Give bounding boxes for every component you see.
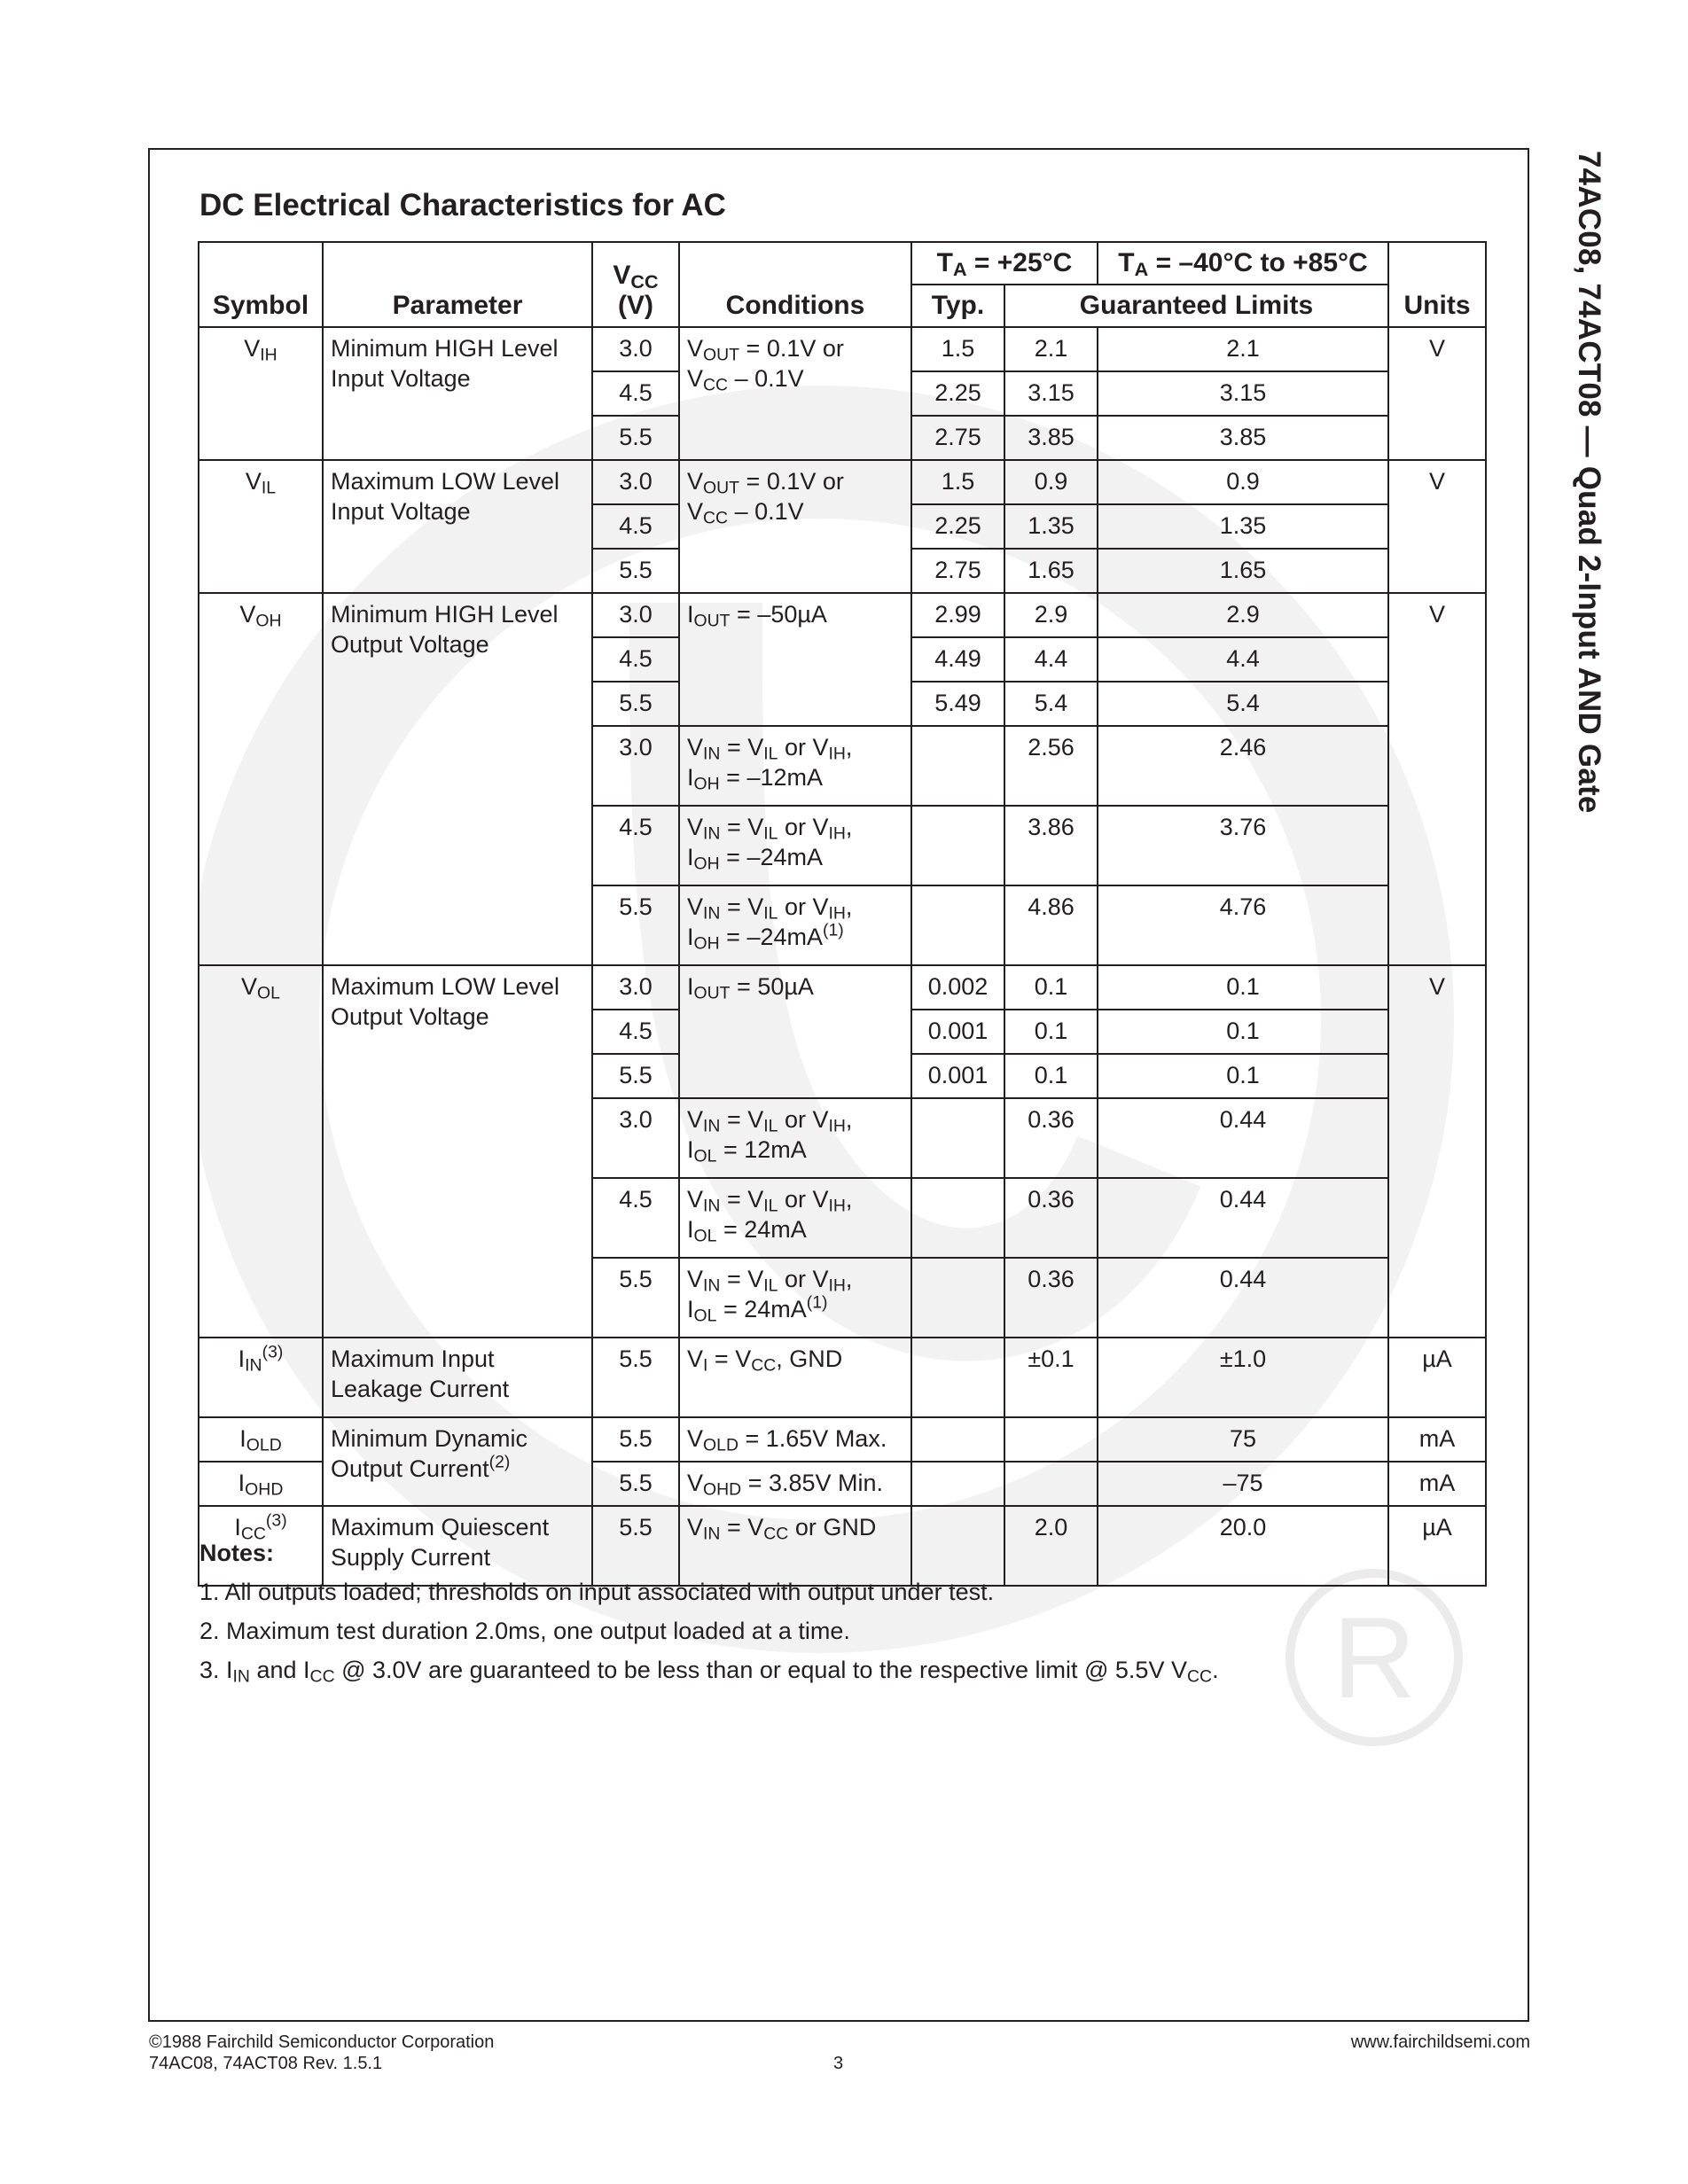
notes-title: Notes: [199, 1540, 275, 1566]
typ-cell [911, 885, 1004, 965]
conditions-vol-iout: $I_{OUT} = 50\mu A$ [679, 965, 911, 1098]
limit-25-cell: 2.1 [1004, 327, 1098, 371]
symbol-iin: $I_{IN}^{(3)}$ [199, 1338, 323, 1417]
symbol-voh: $V_{OH}$ [199, 593, 323, 965]
units-iin: µA [1388, 1338, 1486, 1417]
limit-25-cell: 4.86 [1004, 885, 1098, 965]
limit-85-cell: 3.85 [1098, 416, 1388, 460]
vcc-cell: 5.5 [592, 1258, 679, 1338]
conditions-vih: $V_{OUT} = 0.1V$ or $V_{CC} - 0.1V$ [679, 327, 911, 460]
typ-cell: 1.5 [911, 460, 1004, 504]
symbol-vil: $V_{IL}$ [199, 460, 323, 593]
limit-25-cell: 0.1 [1004, 1054, 1098, 1098]
limit-85-cell: 3.76 [1098, 806, 1388, 885]
typ-cell [911, 1098, 1004, 1178]
typ-cell: 4.49 [911, 637, 1004, 682]
note-1: 1. All outputs loaded; thresholds on input associated with output under test. [199, 1579, 995, 1605]
conditions-vol-load: $V_{IN} = V_{IL}$ or $V_{IH}$, $I_{OL} = 12mA$ [679, 1098, 911, 1178]
typ-cell: 0.001 [911, 1010, 1004, 1054]
limit-85-cell: 4.4 [1098, 637, 1388, 682]
notes [199, 1533, 1219, 1689]
header-guaranteed-limits: Guaranteed Limits [1004, 285, 1388, 327]
vcc-cell: 5.5 [592, 1506, 679, 1586]
header-symbol: Symbol [199, 242, 323, 327]
header-units: Units [1388, 242, 1486, 327]
units-vol: V [1388, 965, 1486, 1338]
limit-25-cell: 0.1 [1004, 965, 1098, 1010]
limit-85-cell: 0.1 [1098, 965, 1388, 1010]
typ-cell: 2.25 [911, 504, 1004, 549]
header-vcc: $V_{CC}$ (V) [592, 242, 679, 327]
table-row [199, 593, 1486, 637]
vcc-cell: 5.5 [592, 885, 679, 965]
vcc-cell: 5.5 [592, 1338, 679, 1417]
limit-25-cell: 2.0 [1004, 1506, 1098, 1586]
typ-cell [911, 806, 1004, 885]
vcc-cell: 3.0 [592, 460, 679, 504]
typ-cell: 1.5 [911, 327, 1004, 371]
typ-cell [911, 726, 1004, 806]
limit-85-cell: 1.65 [1098, 549, 1388, 593]
conditions-vil: $V_{OUT} = 0.1V$ or $V_{CC} - 0.1V$ [679, 460, 911, 593]
conditions-voh-load: $V_{IN} = V_{IL}$ or $V_{IH}$, $I_{OH} = -24mA^{(1)}$ [679, 885, 911, 965]
header-conditions: Conditions [679, 242, 911, 327]
limit-85-cell: 0.1 [1098, 1010, 1388, 1054]
limit-25-cell: ±0.1 [1004, 1338, 1098, 1417]
table-row [199, 1417, 1486, 1462]
units-vil: V [1388, 460, 1486, 593]
limit-25-cell: 2.9 [1004, 593, 1098, 637]
note-2: 2. Maximum test duration 2.0ms, one output loaded at a time. [199, 1618, 850, 1644]
parameter-vol: Maximum LOW Level Output Voltage [323, 965, 592, 1338]
parameter-iin: Maximum Input Leakage Current [323, 1338, 592, 1417]
vcc-cell: 3.0 [592, 726, 679, 806]
vcc-cell: 4.5 [592, 504, 679, 549]
limit-25-cell: 0.36 [1004, 1258, 1098, 1338]
typ-cell: 2.99 [911, 593, 1004, 637]
typ-cell: 0.001 [911, 1054, 1004, 1098]
limit-25-cell: 3.86 [1004, 806, 1098, 885]
vcc-cell: 4.5 [592, 1178, 679, 1258]
footer-left [149, 2032, 494, 2074]
typ-cell [911, 1462, 1004, 1506]
limit-85-cell: 0.9 [1098, 460, 1388, 504]
parameter-icc: Maximum Quiescent Supply Current [323, 1506, 592, 1586]
vcc-cell: 5.5 [592, 1417, 679, 1462]
limit-85-cell: –75 [1098, 1462, 1388, 1506]
vcc-cell: 4.5 [592, 637, 679, 682]
limit-85-cell: 75 [1098, 1417, 1388, 1462]
typ-cell [911, 1258, 1004, 1338]
limit-85-cell: 0.44 [1098, 1258, 1388, 1338]
limit-25-cell: 1.65 [1004, 549, 1098, 593]
typ-cell: 2.25 [911, 371, 1004, 416]
symbol-iold: $I_{OLD}$ [199, 1417, 323, 1462]
limit-25-cell: 0.9 [1004, 460, 1098, 504]
limit-25-cell: 2.56 [1004, 726, 1098, 806]
limit-25-cell: 1.35 [1004, 504, 1098, 549]
footer-part-rev: 74AC08, 74ACT08 Rev. 1.5.1 [149, 2054, 383, 2073]
table-row [199, 460, 1486, 504]
limit-85-cell: 0.44 [1098, 1098, 1388, 1178]
section-title: DC Electrical Characteristics for AC [199, 188, 726, 222]
limit-85-cell: 1.35 [1098, 504, 1388, 549]
header-parameter: Parameter [323, 242, 592, 327]
dc-characteristics-table [198, 241, 1487, 1587]
units-iohd: mA [1388, 1462, 1486, 1506]
note-3: 3. $I_{IN}$ and $I_{CC}$ @ 3.0V are guaranteed to be less than or equal to the respective limit @ 5.5V $V_{CC}$. [199, 1657, 1219, 1687]
vcc-cell: 5.5 [592, 1462, 679, 1506]
table-row [199, 965, 1486, 1010]
units-iold: mA [1388, 1417, 1486, 1462]
conditions-voh-iout: $I_{OUT} = -50\mu A$ [679, 593, 911, 726]
vcc-cell: 4.5 [592, 1010, 679, 1054]
limit-25-cell: 0.1 [1004, 1010, 1098, 1054]
footer-copyright: ©1988 Fairchild Semiconductor Corporation [149, 2032, 495, 2052]
conditions-voh-load: $V_{IN} = V_{IL}$ or $V_{IH}$, $I_{OH} = -12mA$ [679, 726, 911, 806]
header-typ: Typ. [911, 285, 1004, 327]
table-row [199, 1338, 1486, 1417]
limit-25-cell: 0.36 [1004, 1178, 1098, 1258]
limit-85-cell: 3.15 [1098, 371, 1388, 416]
typ-cell: 2.75 [911, 416, 1004, 460]
conditions-iin: $V_I = V_{CC}$, GND [679, 1338, 911, 1417]
vcc-cell: 3.0 [592, 1098, 679, 1178]
conditions-icc: $V_{IN} = V_{CC}$ or GND [679, 1506, 911, 1586]
table-row [199, 327, 1486, 371]
parameter-vil: Maximum LOW Level Input Voltage [323, 460, 592, 593]
limit-25-cell: 5.4 [1004, 682, 1098, 726]
units-icc: µA [1388, 1506, 1486, 1586]
footer-url[interactable]: www.fairchildsemi.com [1350, 2032, 1530, 2052]
typ-cell: 5.49 [911, 682, 1004, 726]
parameter-dynamic-current: Minimum Dynamic Output Current$^{(2)}$ [323, 1417, 592, 1506]
vcc-cell: 5.5 [592, 549, 679, 593]
vcc-cell: 4.5 [592, 806, 679, 885]
limit-85-cell: 20.0 [1098, 1506, 1388, 1586]
limit-25-cell [1004, 1462, 1098, 1506]
limit-25-cell [1004, 1417, 1098, 1462]
limit-85-cell: 2.1 [1098, 327, 1388, 371]
limit-85-cell: 4.76 [1098, 885, 1388, 965]
typ-cell [911, 1338, 1004, 1417]
limit-85-cell: 0.44 [1098, 1178, 1388, 1258]
footer-page-number: 3 [833, 2054, 844, 2073]
side-title: 74AC08, 74ACT08 — Quad 2-Input AND Gate [1572, 151, 1606, 814]
vcc-cell: 3.0 [592, 593, 679, 637]
limit-25-cell: 3.15 [1004, 371, 1098, 416]
conditions-vol-load: $V_{IN} = V_{IL}$ or $V_{IH}$, $I_{OL} = 24mA^{(1)}$ [679, 1258, 911, 1338]
symbol-vol: $V_{OL}$ [199, 965, 323, 1338]
parameter-vih: Minimum HIGH Level Input Voltage [323, 327, 592, 460]
svg-text:R: R [1332, 1593, 1416, 1722]
header-ta-range: $T_A = -40^\circ C$ to +85°C [1098, 242, 1388, 285]
limit-85-cell: 2.9 [1098, 593, 1388, 637]
limit-85-cell: 5.4 [1098, 682, 1388, 726]
header-ta-25: $T_A = +25^\circ C$ [911, 242, 1098, 285]
units-vih: V [1388, 327, 1486, 460]
vcc-cell: 5.5 [592, 416, 679, 460]
typ-cell [911, 1417, 1004, 1462]
vcc-cell: 4.5 [592, 371, 679, 416]
typ-cell: 0.002 [911, 965, 1004, 1010]
conditions-iold: $V_{OLD} = 1.65V$ Max. [679, 1417, 911, 1462]
limit-25-cell: 3.85 [1004, 416, 1098, 460]
limit-85-cell: 2.46 [1098, 726, 1388, 806]
symbol-vih: $V_{IH}$ [199, 327, 323, 460]
conditions-vol-load: $V_{IN} = V_{IL}$ or $V_{IH}$, $I_{OL} = 24mA$ [679, 1178, 911, 1258]
limit-25-cell: 4.4 [1004, 637, 1098, 682]
limit-85-cell: 0.1 [1098, 1054, 1388, 1098]
vcc-cell: 5.5 [592, 1054, 679, 1098]
registered-trademark-icon [1290, 1573, 1458, 1742]
symbol-iohd: $I_{OHD}$ [199, 1462, 323, 1506]
vcc-cell: 5.5 [592, 682, 679, 726]
vcc-cell: 3.0 [592, 327, 679, 371]
limit-25-cell: 0.36 [1004, 1098, 1098, 1178]
conditions-iohd: $V_{OHD} = 3.85V$ Min. [679, 1462, 911, 1506]
typ-cell [911, 1178, 1004, 1258]
typ-cell: 2.75 [911, 549, 1004, 593]
parameter-voh: Minimum HIGH Level Output Voltage [323, 593, 592, 965]
vcc-cell: 3.0 [592, 965, 679, 1010]
limit-85-cell: ±1.0 [1098, 1338, 1388, 1417]
conditions-voh-load: $V_{IN} = V_{IL}$ or $V_{IH}$, $I_{OH} = -24mA$ [679, 806, 911, 885]
units-voh: V [1388, 593, 1486, 965]
symbol-icc: $I_{CC}^{(3)}$ [199, 1506, 323, 1586]
